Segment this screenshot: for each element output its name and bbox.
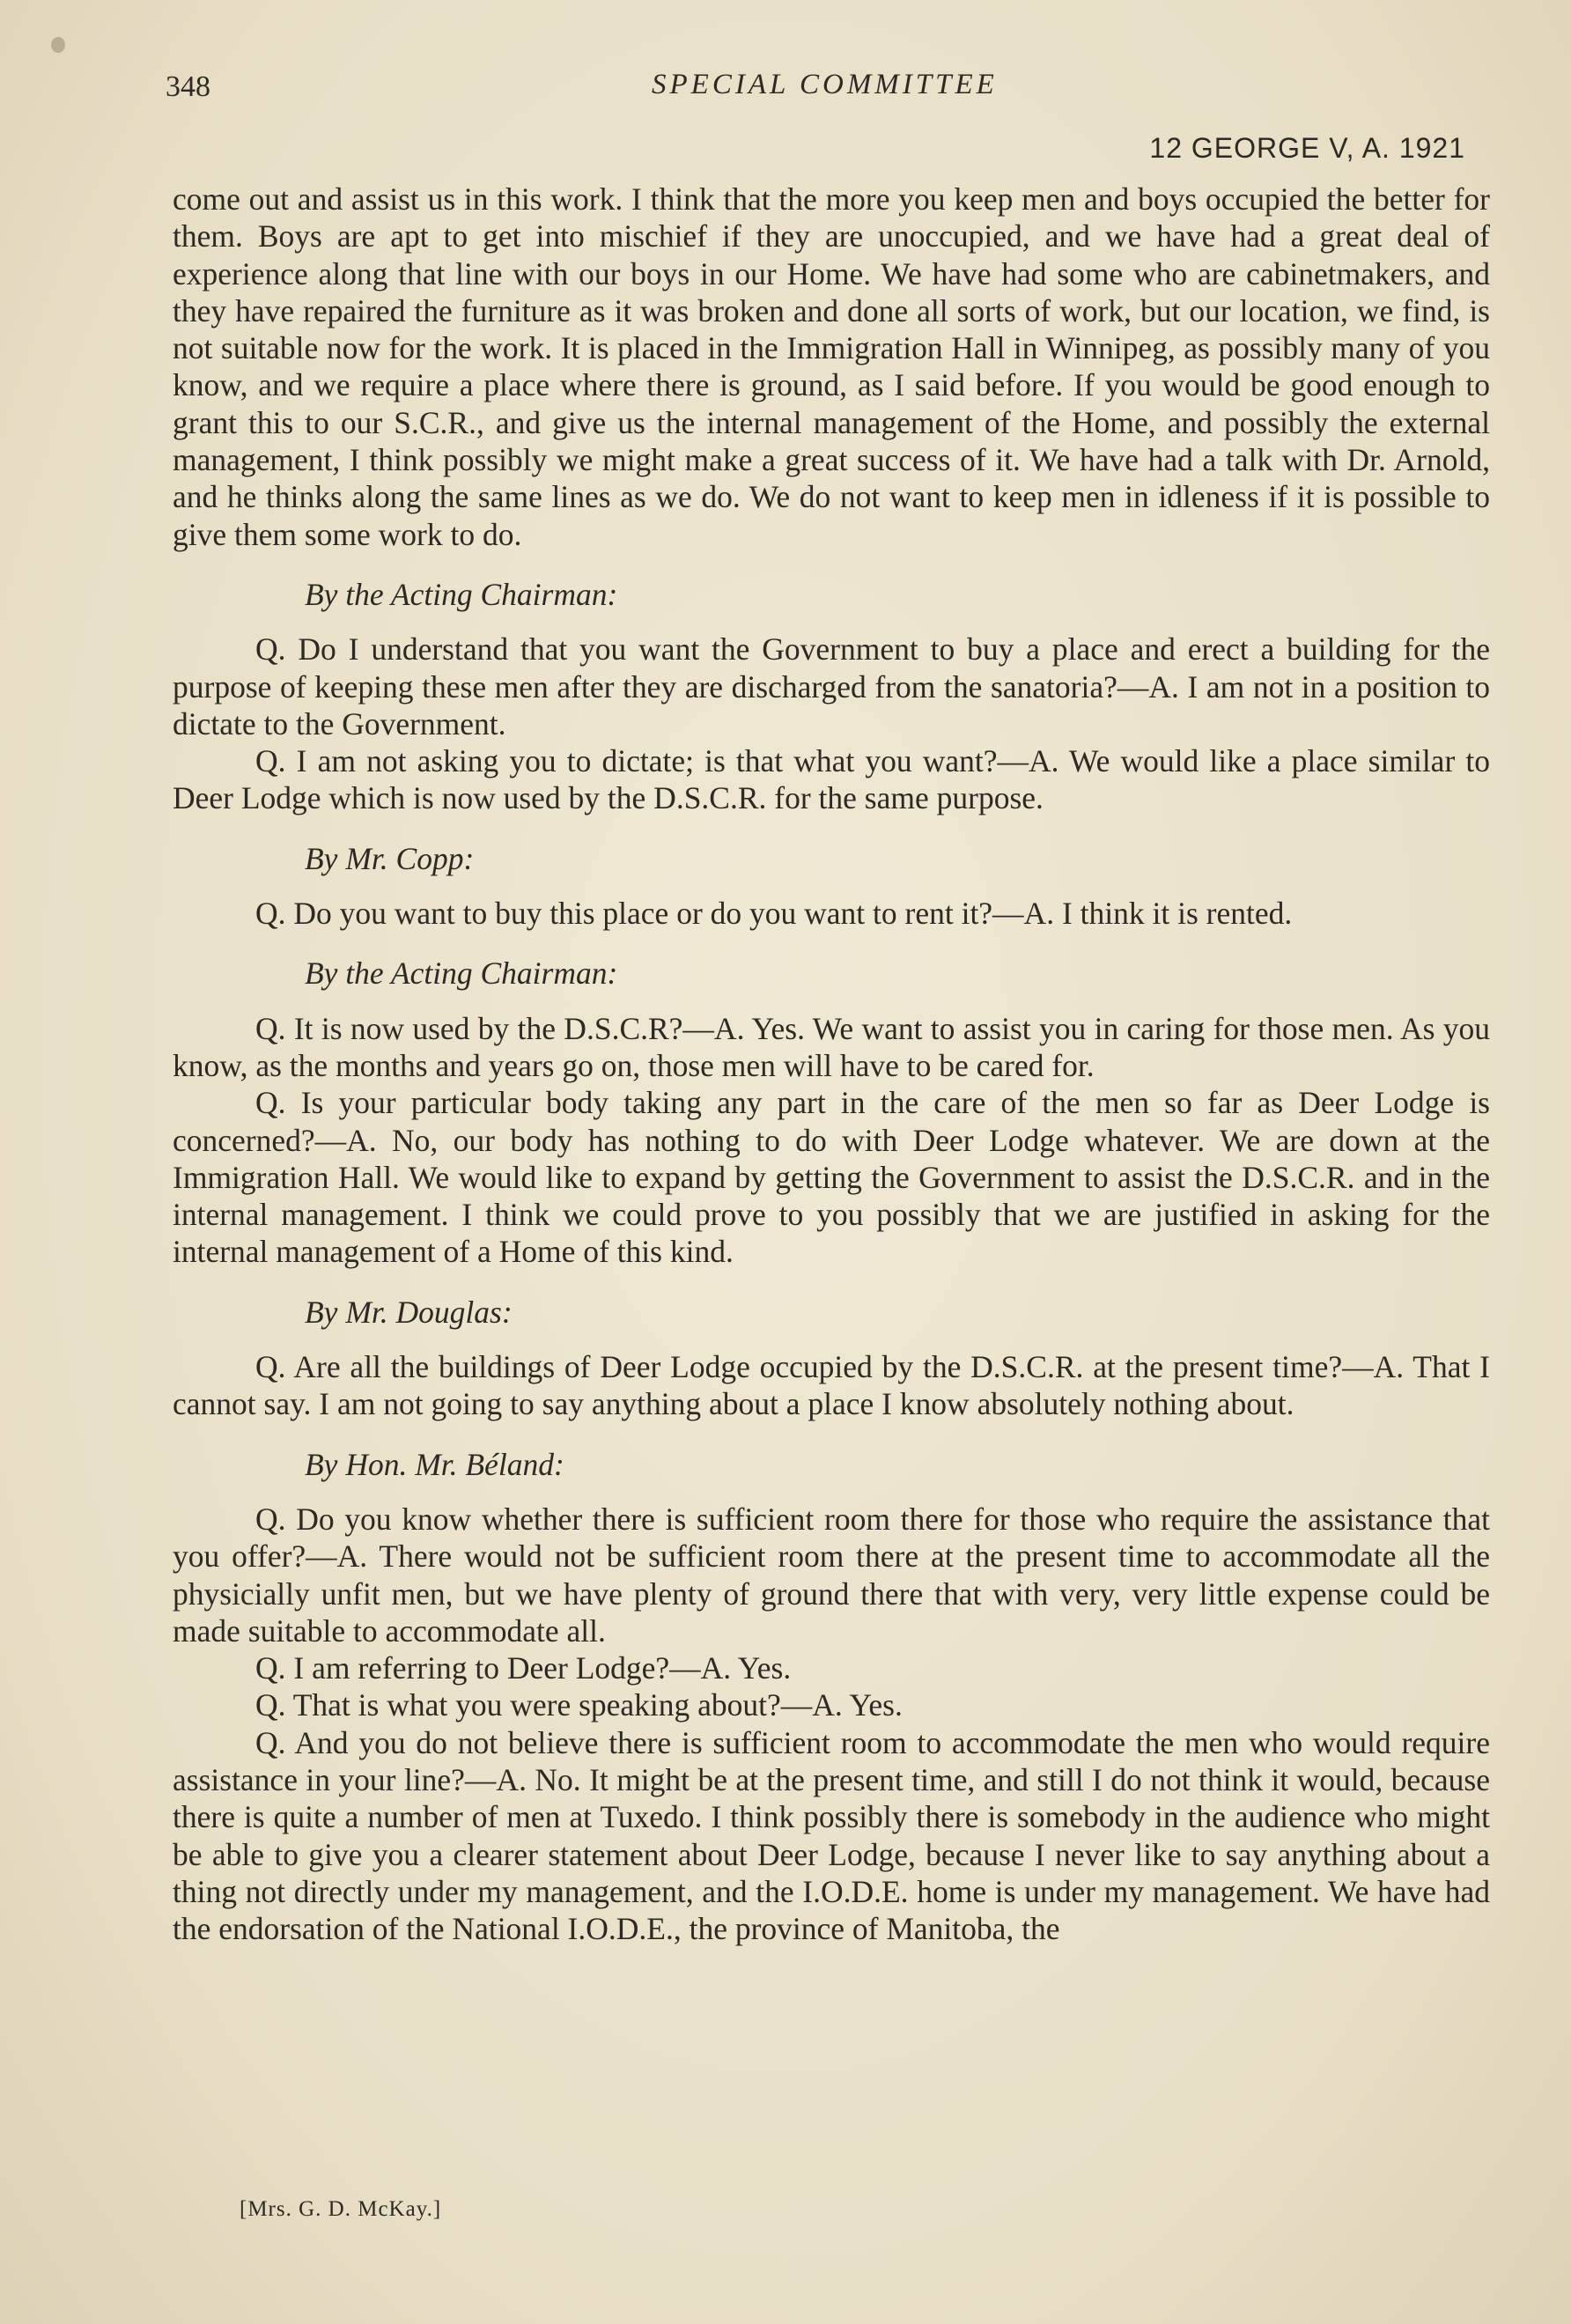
question-answer: Q. And you do not believe there is sufficient room to accommodate the men who would require assistance in your line?—A. No. It might be at the present time, and still I do not think it would, because there is quite a number of men at Tuxedo. I think possibly there is somebody in the audience who might be able to give you a clearer statement about Deer Lodge, because I never like to say anything about a thing not directly under my management, and the I.O.D.E. home is under my management. We have had the endorsation of the National I.O.D.E., the province of Manitoba, the — [173, 1724, 1490, 1947]
examiner-heading: By the Acting Chairman: — [305, 955, 618, 992]
examiner-heading: By Mr. Copp: — [305, 840, 475, 876]
question-answer: Q. It is now used by the D.S.C.R?—A. Yes. We want to assist you in caring for those men. As you know, as the months and years go on, those men will have to be cared for. — [173, 1010, 1490, 1083]
examiner-heading: By Hon. Mr. Béland: — [305, 1446, 564, 1482]
question-answer: Q. Do you know whether there is sufficient room there for those who require the assistance that you offer?—A. There would not be sufficient room there at the present time to accommodate all the physicially unfit men, but we have plenty of ground there that with very, very little expense could be made suitable to accommodate all. — [173, 1501, 1490, 1649]
question-answer: Q. Are all the buildings of Deer Lodge occupied by the D.S.C.R. at the present time?—A. That I cannot say. I am not going to say anything about a place I know absolutely nothing about. — [173, 1349, 1490, 1422]
paragraph-continuation: come out and assist us in this work. I think that the more you keep men and boys occupied the better for them. Boys are apt to get into mischief if they are unoccupied, and we have had a great deal of experience along that line with our boys in our Home. We have had some who are cabinetmakers, and they have repaired the furniture as it was broken and done all sorts of work, but our location, we find, is not suitable now for the work. It is placed in the Immigration Hall in Winnipeg, as possibly many of you know, and we require a place where there is ground, as I said before. If you would be good enough to grant this to our S.C.R., and give us the internal management of the Home, and possibly the external management, I think possibly we might make a great success of it. We have had a talk with Dr. Arnold, and he thinks along the same lines as we do. We do not want to keep men in idleness if it is possible to give them some work to do. — [173, 181, 1490, 552]
page-number: 348 — [166, 70, 210, 103]
question-answer: Q. Is your particular body taking any part in the care of the men so far as Deer Lodge is concerned?—A. No, our body has nothing to do with Deer Lodge whatever. We are down at the Immigration Hall. We would like to expand by getting the Government to assist the D.S.C.R. and in the internal management. I think we could prove to you possibly that we are justified in asking for the internal management of a Home of this kind. — [173, 1085, 1490, 1270]
question-answer: Q. I am not asking you to dictate; is that what you want?—A. We would like a place similar to Deer Lodge which is now used by the D.S.C.R. for the same purpose. — [173, 743, 1490, 816]
session-reference: 12 GEORGE V, A. 1921 — [1149, 132, 1465, 164]
question-answer: Q. I am referring to Deer Lodge?—A. Yes. — [255, 1650, 792, 1686]
question-answer: Q. Do you want to buy this place or do you want to rent it?—A. I think it is rented. — [255, 896, 1293, 932]
question-answer: Q. That is what you were speaking about?—A. Yes. — [255, 1687, 903, 1723]
speaker-note: [Mrs. G. D. McKay.] — [240, 2197, 442, 2221]
question-answer: Q. Do I understand that you want the Government to buy a place and erect a building for the purpose of keeping these men after they are discharged from the sanatoria?—A. I am not in a position to dictate to the Government. — [173, 631, 1490, 741]
paper-speck — [51, 37, 65, 53]
running-title: SPECIAL COMMITTEE — [652, 69, 998, 100]
body-text — [173, 181, 1490, 1947]
examiner-heading: By Mr. Douglas: — [305, 1294, 513, 1330]
examiner-heading: By the Acting Chairman: — [305, 576, 618, 612]
